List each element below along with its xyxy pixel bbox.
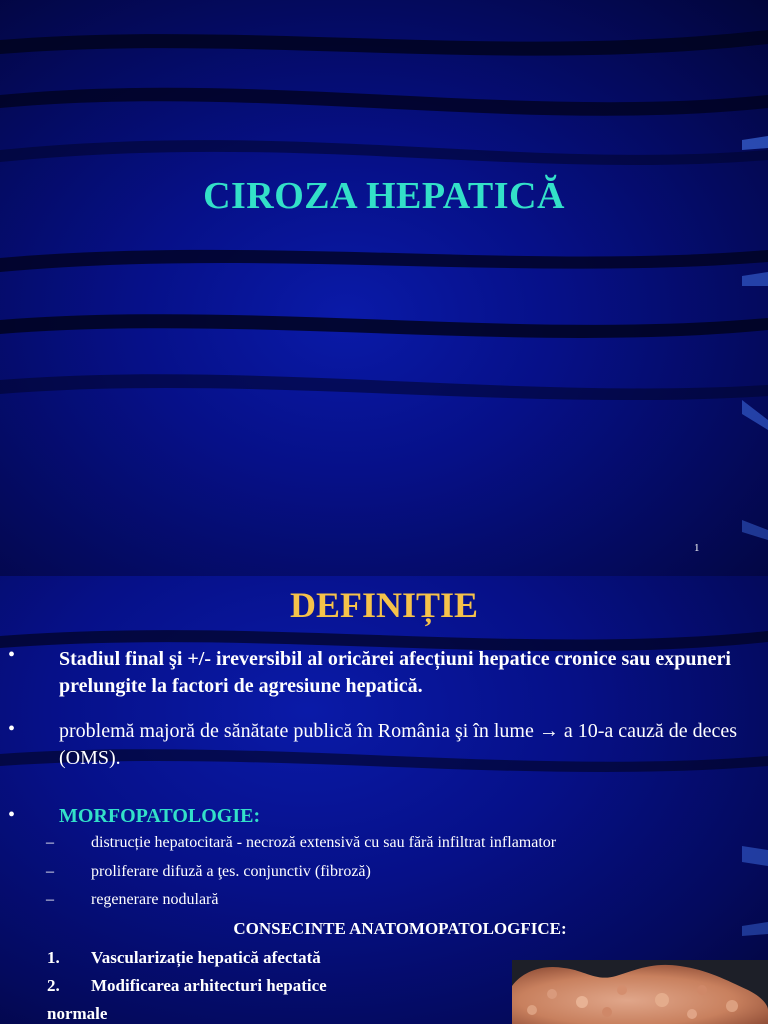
numbered-item-continuation: normale xyxy=(47,1004,108,1023)
subitem-regeneration: regenerare nodulară xyxy=(91,891,219,908)
slide-title: CIROZA HEPATICĂ xyxy=(203,175,565,217)
public-health-text: problemă majoră de sănătate publică în România şi în lume → a 10-a cauză de deces (OMS). xyxy=(59,720,738,769)
subitem-destruction: distrucție hepatocitară - necroză extensivă cu sau fără infiltrat inflamator xyxy=(91,834,557,851)
dash-marker: – xyxy=(46,834,54,851)
slide-number: 1 xyxy=(694,542,700,554)
bullet-marker: • xyxy=(8,718,16,740)
bullet-marker: • xyxy=(8,804,16,826)
subitem-fibrosis: proliferare difuză a ţes. conjunctiv (fibroză) xyxy=(91,863,371,880)
numbered-item-architecture: Modificarea arhitecturi hepatice xyxy=(91,976,327,995)
bullet-marker: • xyxy=(8,644,16,666)
section-title: DEFINIȚIE xyxy=(289,585,479,625)
liver-specimen-image xyxy=(512,960,768,1024)
number-marker: 1. xyxy=(47,948,60,967)
definition-text: Stadiul final şi +/- ireversibil al oricărei afecțiuni hepatice cronice sau expuneri prelungite la factori de agresiune hepatică. xyxy=(59,648,731,697)
slide-2 xyxy=(0,576,768,1024)
consequences-heading: CONSECINTE ANATOMOPATOLOGFICE: xyxy=(233,919,567,938)
dash-marker: – xyxy=(46,863,54,880)
morphopathology-heading: MORFOPATOLOGIE: xyxy=(59,805,261,827)
dash-marker: – xyxy=(46,891,54,908)
numbered-item-vascularization: Vascularizație hepatică afectată xyxy=(91,948,321,967)
number-marker: 2. xyxy=(47,976,60,995)
